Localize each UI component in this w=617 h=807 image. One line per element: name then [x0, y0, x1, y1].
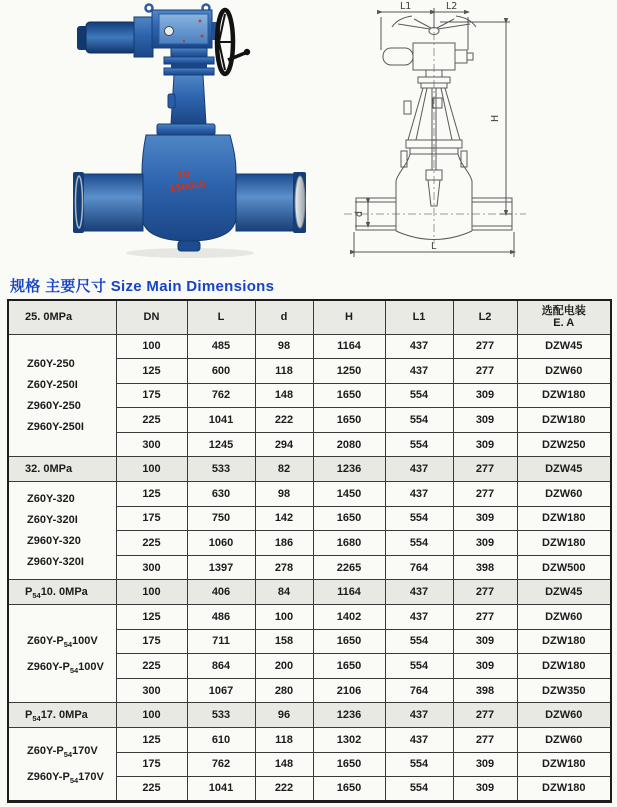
- indicator-dial-icon: [165, 27, 174, 36]
- model-cell: [8, 605, 116, 703]
- cell-l1: 437: [385, 580, 453, 605]
- model-name: $Z960Y-P_{54}170V$: [27, 770, 104, 786]
- cell-ea: DZW45: [517, 580, 611, 605]
- model-list: [9, 738, 116, 790]
- cell-l2: 277: [453, 703, 517, 728]
- cell-h: 1650: [313, 654, 385, 679]
- gland-bolt-right: [461, 151, 467, 167]
- cell-h: 1650: [313, 629, 385, 654]
- cell-ea: DZW180: [517, 383, 611, 408]
- cell-d: 148: [255, 383, 313, 408]
- cell-ea: DZW180: [517, 629, 611, 654]
- cell-d: 222: [255, 408, 313, 433]
- table-row: [8, 605, 611, 630]
- cell-dn: 100: [116, 580, 187, 605]
- cell-l: 610: [187, 728, 255, 753]
- pressure-label: 32. 0MPa: [8, 457, 116, 482]
- cell-l2: 309: [453, 654, 517, 679]
- cell-ea: DZW180: [517, 408, 611, 433]
- cell-h: 2265: [313, 555, 385, 580]
- marking-size: 10: [176, 169, 191, 182]
- table-row: [8, 334, 611, 359]
- model-cell: [8, 728, 116, 802]
- cell-h: 1650: [313, 383, 385, 408]
- cell-d: 158: [255, 629, 313, 654]
- cell-l1: 437: [385, 359, 453, 384]
- cell-l: 1041: [187, 777, 255, 802]
- cell-l1: 554: [385, 777, 453, 802]
- indicator-dot: [199, 20, 202, 23]
- bottom-boss: [178, 241, 200, 251]
- cell-l: 630: [187, 482, 255, 507]
- cell-l1: 554: [385, 752, 453, 777]
- motor-cylinder: [86, 22, 136, 53]
- cell-ea: DZW60: [517, 605, 611, 630]
- wheel-knob: [244, 49, 250, 55]
- cell-l: 1041: [187, 408, 255, 433]
- cell-ea: DZW180: [517, 531, 611, 556]
- cell-dn: 125: [116, 605, 187, 630]
- cell-h: 1650: [313, 752, 385, 777]
- valve-photo: [72, 2, 308, 260]
- model-name: Z60Y-320I: [27, 514, 78, 527]
- cell-dn: 100: [116, 703, 187, 728]
- cell-l1: 437: [385, 703, 453, 728]
- cell-d: 278: [255, 555, 313, 580]
- cell-l2: 309: [453, 531, 517, 556]
- header-col-ea: [517, 300, 611, 334]
- cell-l2: 309: [453, 629, 517, 654]
- cell-h: 1250: [313, 359, 385, 384]
- cell-ea: DZW180: [517, 654, 611, 679]
- dimensions-table: [7, 299, 612, 803]
- cell-ea: DZW60: [517, 359, 611, 384]
- indicator-dot: [201, 35, 204, 38]
- model-name: $Z60Y-P_{54}100V$: [27, 634, 98, 649]
- cell-ea: DZW45: [517, 334, 611, 359]
- cell-l2: 277: [453, 457, 517, 482]
- cell-l1: 437: [385, 728, 453, 753]
- label-d: d: [354, 210, 365, 217]
- model-name: $Z960Y-P_{54}100V$: [27, 660, 104, 675]
- cell-d: 98: [255, 482, 313, 507]
- cell-d: 200: [255, 654, 313, 679]
- dimensions-table-body: [8, 300, 611, 801]
- table-row: [8, 728, 611, 753]
- pipe-right: [236, 174, 297, 231]
- cell-l: 1067: [187, 678, 255, 703]
- model-name: Z960Y-320I: [27, 556, 84, 569]
- dim-h: [440, 22, 512, 214]
- lower-flange: [164, 68, 214, 75]
- header-ea-en: E. A: [553, 317, 575, 330]
- cell-l: 750: [187, 506, 255, 531]
- cell-d: 96: [255, 703, 313, 728]
- header-ea-lines: [518, 305, 611, 329]
- cell-l: 533: [187, 703, 255, 728]
- label-l2: L2: [446, 1, 458, 12]
- cell-dn: 100: [116, 457, 187, 482]
- bonnet-shoulder: [157, 124, 215, 135]
- cell-dn: 225: [116, 531, 187, 556]
- cell-l1: 554: [385, 432, 453, 457]
- cell-h: 1650: [313, 408, 385, 433]
- header-col-l1: L1: [385, 300, 453, 334]
- cell-d: 142: [255, 506, 313, 531]
- header-pressure-label: 25. 0MPa: [8, 300, 116, 334]
- cell-dn: 300: [116, 432, 187, 457]
- cell-l: 485: [187, 334, 255, 359]
- upper-flange: [164, 57, 214, 64]
- yoke-column: [171, 75, 206, 124]
- cell-l2: 309: [453, 752, 517, 777]
- indicator-dot: [183, 40, 185, 42]
- cell-dn: 225: [116, 777, 187, 802]
- cell-h: 1236: [313, 457, 385, 482]
- cell-dn: 225: [116, 654, 187, 679]
- model-name: Z960Y-250: [27, 399, 81, 412]
- cell-l: 762: [187, 383, 255, 408]
- cell-h: 2106: [313, 678, 385, 703]
- cell-l1: 554: [385, 408, 453, 433]
- table-row: [8, 482, 611, 507]
- cell-l: 406: [187, 580, 255, 605]
- cell-h: 1650: [313, 506, 385, 531]
- dimension-drawing: [338, 0, 578, 266]
- table-header-row: [8, 300, 611, 334]
- cell-h: 1650: [313, 777, 385, 802]
- cell-ea: DZW250: [517, 432, 611, 457]
- cell-l1: 437: [385, 334, 453, 359]
- cell-l1: 554: [385, 531, 453, 556]
- model-name: Z60Y-250I: [27, 378, 78, 391]
- header-ea-cn: 选配电装: [541, 305, 586, 318]
- cell-dn: 125: [116, 359, 187, 384]
- cell-l2: 277: [453, 359, 517, 384]
- cell-ea: DZW500: [517, 555, 611, 580]
- pipe-left: [79, 174, 143, 231]
- label-l: L: [431, 241, 437, 252]
- cell-d: 82: [255, 457, 313, 482]
- cell-l1: 554: [385, 383, 453, 408]
- pressure-row: [8, 580, 611, 605]
- cell-h: 1402: [313, 605, 385, 630]
- cell-dn: 175: [116, 506, 187, 531]
- adapter-neck: [171, 48, 207, 57]
- cell-l: 1397: [187, 555, 255, 580]
- weld-face-right: [295, 176, 305, 228]
- marking-class: 1500Lb: [168, 179, 207, 195]
- model-name: Z960Y-320: [27, 535, 81, 548]
- model-name: Z60Y-250: [27, 357, 75, 370]
- cell-dn: 125: [116, 728, 187, 753]
- cell-l2: 309: [453, 408, 517, 433]
- model-name: Z960Y-250I: [27, 420, 84, 433]
- cell-d: 186: [255, 531, 313, 556]
- cell-ea: DZW350: [517, 678, 611, 703]
- cell-d: 100: [255, 605, 313, 630]
- cell-l2: 398: [453, 678, 517, 703]
- model-cell: [8, 482, 116, 580]
- cell-ea: DZW60: [517, 703, 611, 728]
- cell-l1: 437: [385, 605, 453, 630]
- cell-l: 1245: [187, 432, 255, 457]
- cell-d: 222: [255, 777, 313, 802]
- cell-l1: 764: [385, 678, 453, 703]
- cell-h: 1236: [313, 703, 385, 728]
- header-col-l2: L2: [453, 300, 517, 334]
- actuator-knob-drawing: [455, 50, 467, 63]
- cell-l2: 309: [453, 506, 517, 531]
- model-list: [9, 489, 116, 573]
- gland-bolt-left: [401, 151, 407, 167]
- header-col-d: d: [255, 300, 313, 334]
- cell-ea: DZW180: [517, 506, 611, 531]
- cell-h: 2080: [313, 432, 385, 457]
- actuator-knob2-drawing: [467, 53, 473, 60]
- pressure-row: [8, 703, 611, 728]
- cell-h: 1164: [313, 334, 385, 359]
- flange-gap: [171, 64, 207, 68]
- cell-l2: 277: [453, 334, 517, 359]
- pressure-row: [8, 457, 611, 482]
- cell-l2: 309: [453, 383, 517, 408]
- cell-ea: DZW45: [517, 457, 611, 482]
- handwheel-drawing: [392, 16, 476, 35]
- cell-l: 600: [187, 359, 255, 384]
- motor-drawing: [383, 48, 413, 65]
- cell-dn: 175: [116, 383, 187, 408]
- cell-dn: 300: [116, 678, 187, 703]
- yoke-drawing: [404, 88, 460, 170]
- cell-dn: 175: [116, 752, 187, 777]
- cell-h: 1164: [313, 580, 385, 605]
- cell-dn: 100: [116, 334, 187, 359]
- cell-ea: DZW180: [517, 752, 611, 777]
- cell-dn: 125: [116, 482, 187, 507]
- cell-ea: DZW60: [517, 482, 611, 507]
- cell-l: 533: [187, 457, 255, 482]
- header-col-l: L: [187, 300, 255, 334]
- cell-l2: 277: [453, 605, 517, 630]
- cell-h: 1450: [313, 482, 385, 507]
- cell-l2: 309: [453, 432, 517, 457]
- cell-l2: 277: [453, 580, 517, 605]
- cell-l2: 277: [453, 482, 517, 507]
- cell-l1: 554: [385, 506, 453, 531]
- cell-ea: DZW60: [517, 728, 611, 753]
- cell-dn: 300: [116, 555, 187, 580]
- cell-l: 1060: [187, 531, 255, 556]
- cell-l2: 309: [453, 777, 517, 802]
- model-name: $Z60Y-P_{54}170V$: [27, 744, 98, 760]
- label-h: H: [490, 114, 501, 122]
- cell-d: 280: [255, 678, 313, 703]
- cell-l1: 437: [385, 482, 453, 507]
- cell-h: 1680: [313, 531, 385, 556]
- cell-d: 118: [255, 728, 313, 753]
- model-cell: [8, 334, 116, 457]
- cell-ea: DZW180: [517, 777, 611, 802]
- header-col-h: H: [313, 300, 385, 334]
- cell-d: 148: [255, 752, 313, 777]
- cell-dn: 225: [116, 408, 187, 433]
- cell-l1: 764: [385, 555, 453, 580]
- yoke-lug: [168, 94, 175, 108]
- cell-l2: 398: [453, 555, 517, 580]
- gear-housing: [134, 17, 153, 57]
- model-list: [9, 628, 116, 680]
- valve-photo-graphic: [72, 2, 308, 260]
- pressure-label: $P_{54}17$. 0MPa: [8, 703, 116, 728]
- cell-l2: 277: [453, 728, 517, 753]
- page-title: 规格 主要尺寸 Size Main Dimensions: [10, 278, 275, 295]
- cell-l: 711: [187, 629, 255, 654]
- cell-dn: 175: [116, 629, 187, 654]
- cell-d: 98: [255, 334, 313, 359]
- cell-h: 1302: [313, 728, 385, 753]
- cell-d: 294: [255, 432, 313, 457]
- dimension-drawing-graphic: [338, 0, 578, 266]
- header-col-dn: DN: [116, 300, 187, 334]
- model-list: [9, 353, 116, 437]
- model-name: Z60Y-320: [27, 493, 75, 506]
- cell-l1: 554: [385, 629, 453, 654]
- cell-l1: 554: [385, 654, 453, 679]
- label-l1: L1: [400, 1, 412, 12]
- cell-l1: 437: [385, 457, 453, 482]
- cell-d: 118: [255, 359, 313, 384]
- pressure-label: $P_{54}10$. 0MPa: [8, 580, 116, 605]
- cell-l: 864: [187, 654, 255, 679]
- cell-l: 762: [187, 752, 255, 777]
- cell-l: 486: [187, 605, 255, 630]
- cell-d: 84: [255, 580, 313, 605]
